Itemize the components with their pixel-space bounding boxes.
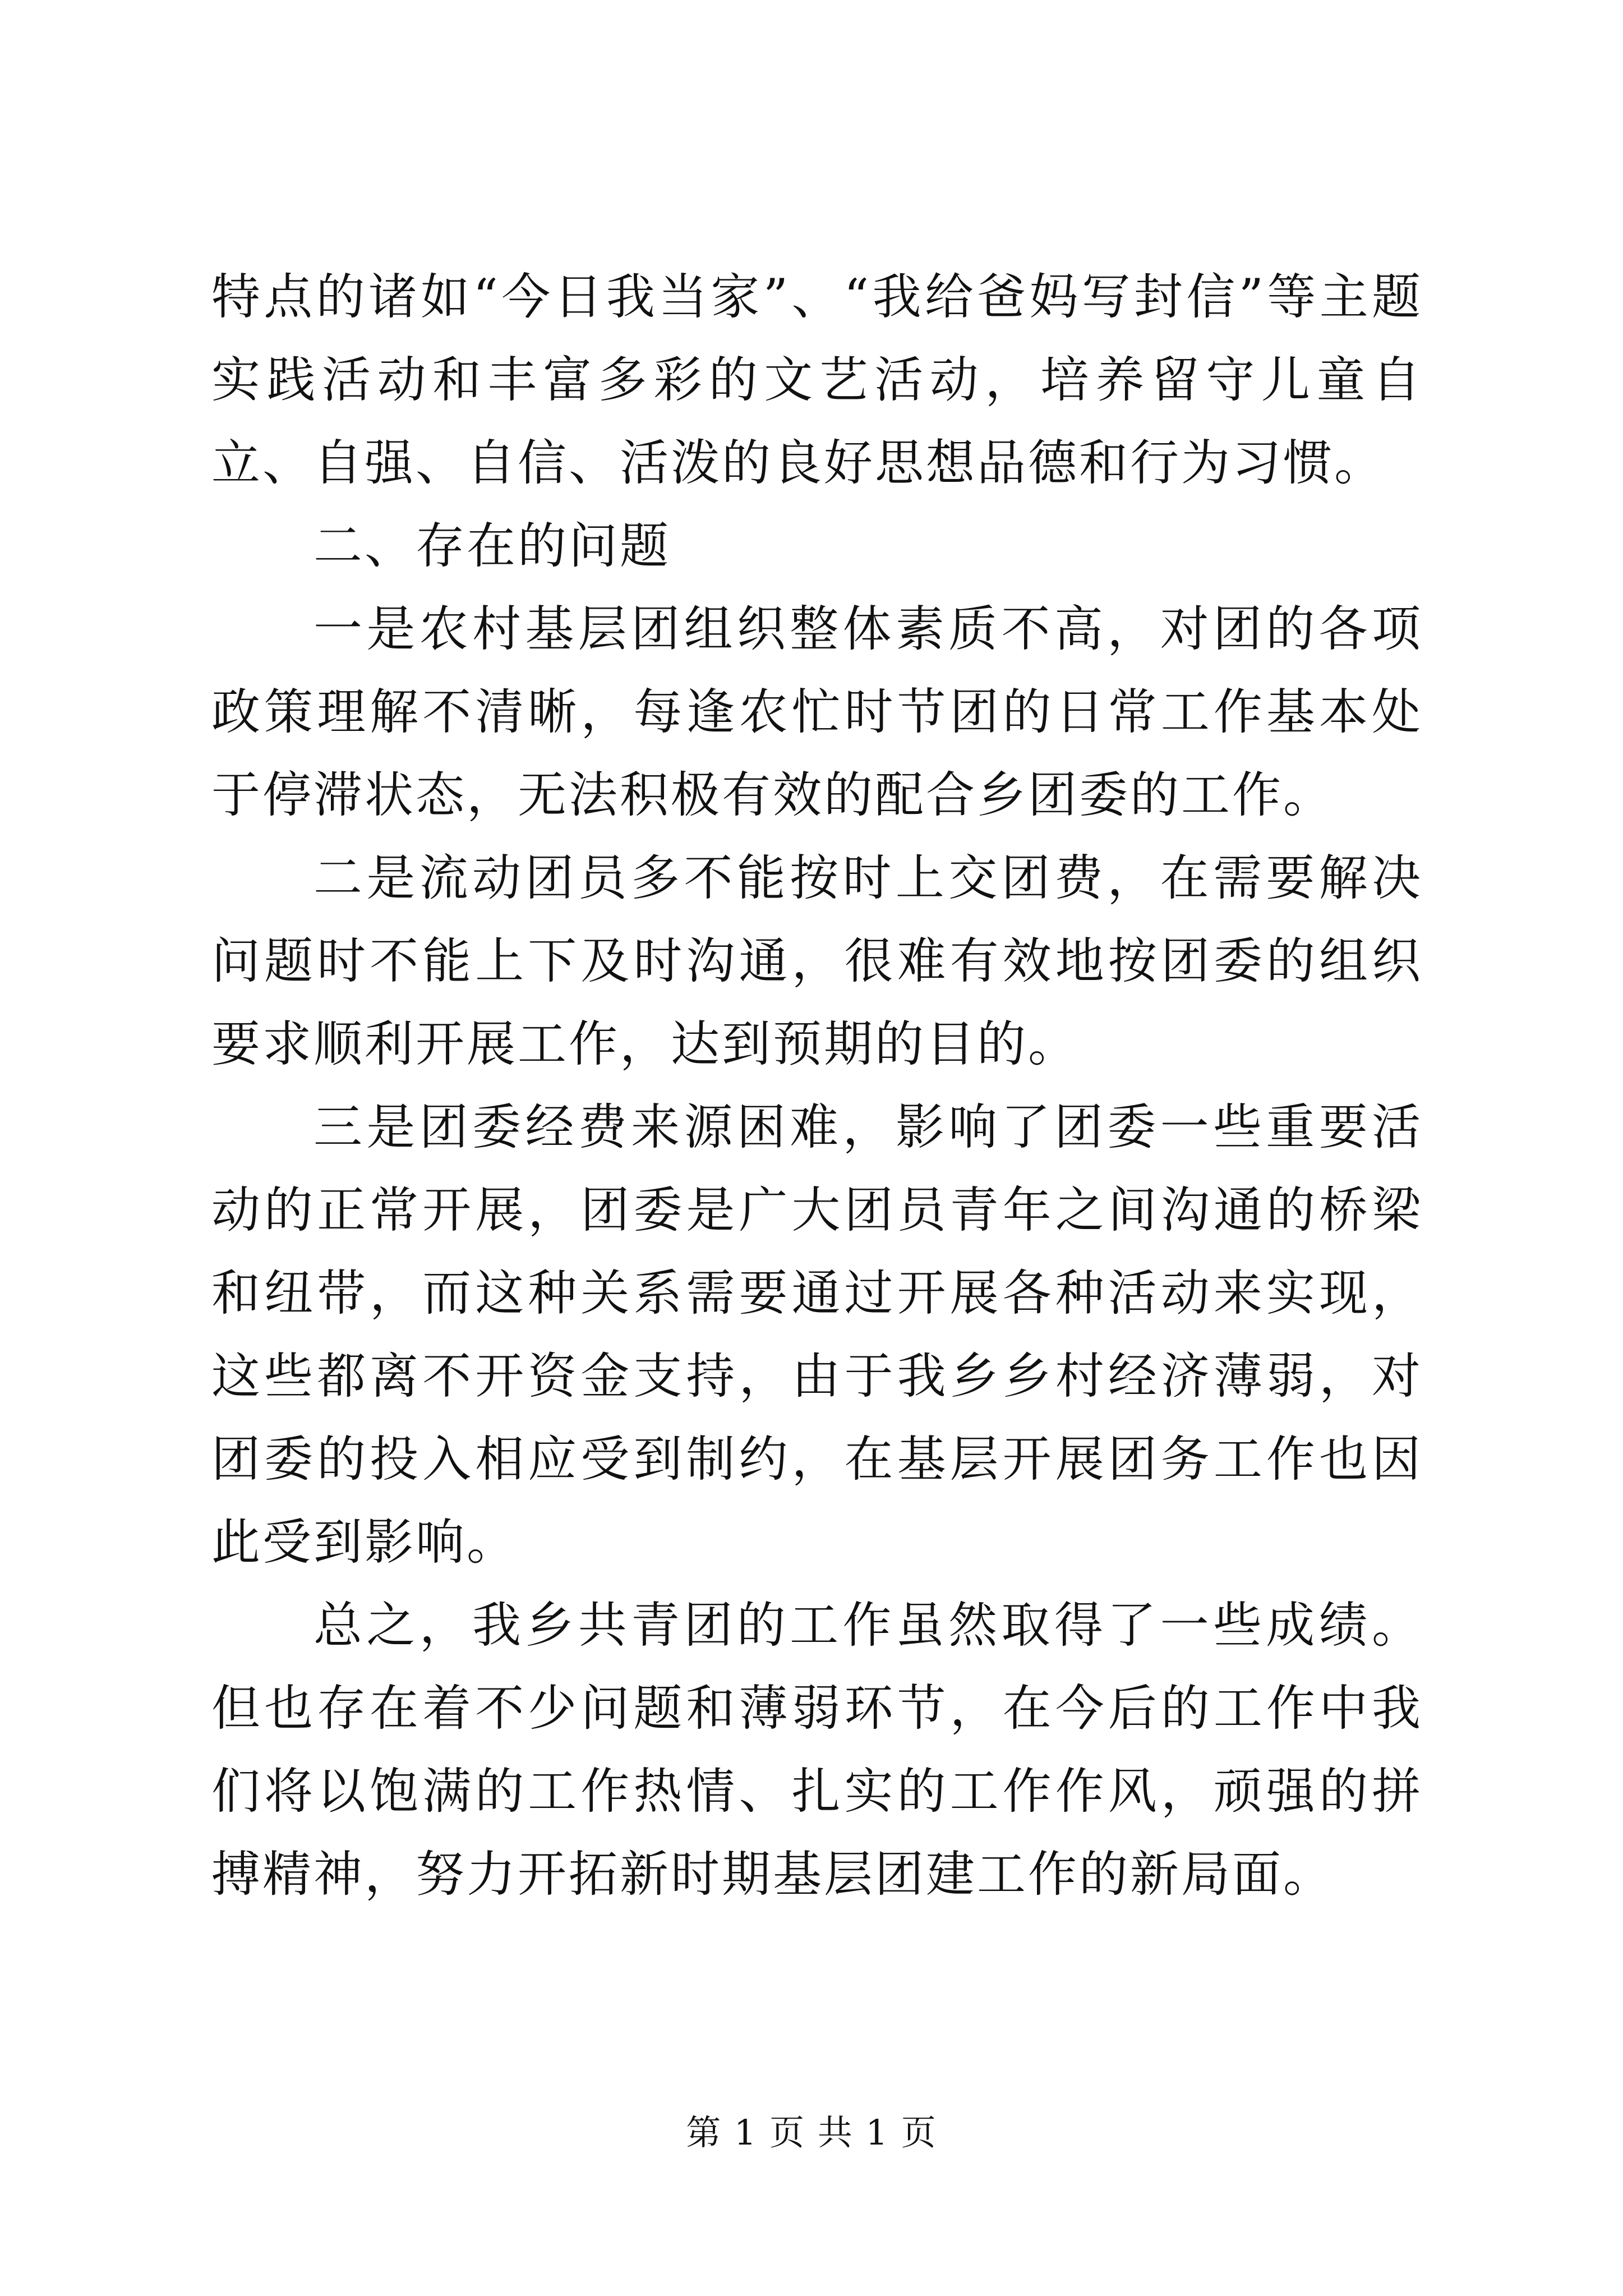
paragraph-conclusion: 总之，我乡共青团的工作虽然取得了一些成绩。但也存在着不少问题和薄弱环节，在今后的工作中我们将以饱满的工作热情、扎实的工作作风，顽强的拼搏精神，努力开拓新时期基层团建工作的新局面。 [211,1596,1423,1903]
document-body [211,255,1423,1916]
paragraph-problem-three: 三是团委经费来源困难，影响了团委一些重要活动的正常开展，团委是广大团员青年之间沟通的桥梁和纽带，而这种关系需要通过开展各种活动来实现，这些都离不开资金支持，由于我乡乡村经济薄弱，对团委的投入相应受到制约，在基层开展团务工作也因此受到影响。 [211,1098,1423,1571]
section-heading-problems: 二、存在的问题 [313,517,671,574]
paragraph-problem-one: 一是农村基层团组织整体素质不高，对团的各项政策理解不清晰，每逢农忙时节团的日常工作基本处于停滞状态，无法积极有效的配合乡团委的工作。 [211,600,1423,823]
paragraph-problem-two: 二是流动团员多不能按时上交团费，在需要解决问题时不能上下及时沟通，很难有效地按团委的组织要求顺利开展工作，达到预期的目的。 [211,849,1423,1073]
page-number-footer: 第 1 页 共 1 页 [686,2112,937,2153]
paragraph-continuation: 特点的诸如“今日我当家”、“我给爸妈写封信”等主题实践活动和丰富多彩的文艺活动，培养留守儿童自立、自强、自信、活泼的良好思想品德和行为习惯。 [211,268,1423,491]
